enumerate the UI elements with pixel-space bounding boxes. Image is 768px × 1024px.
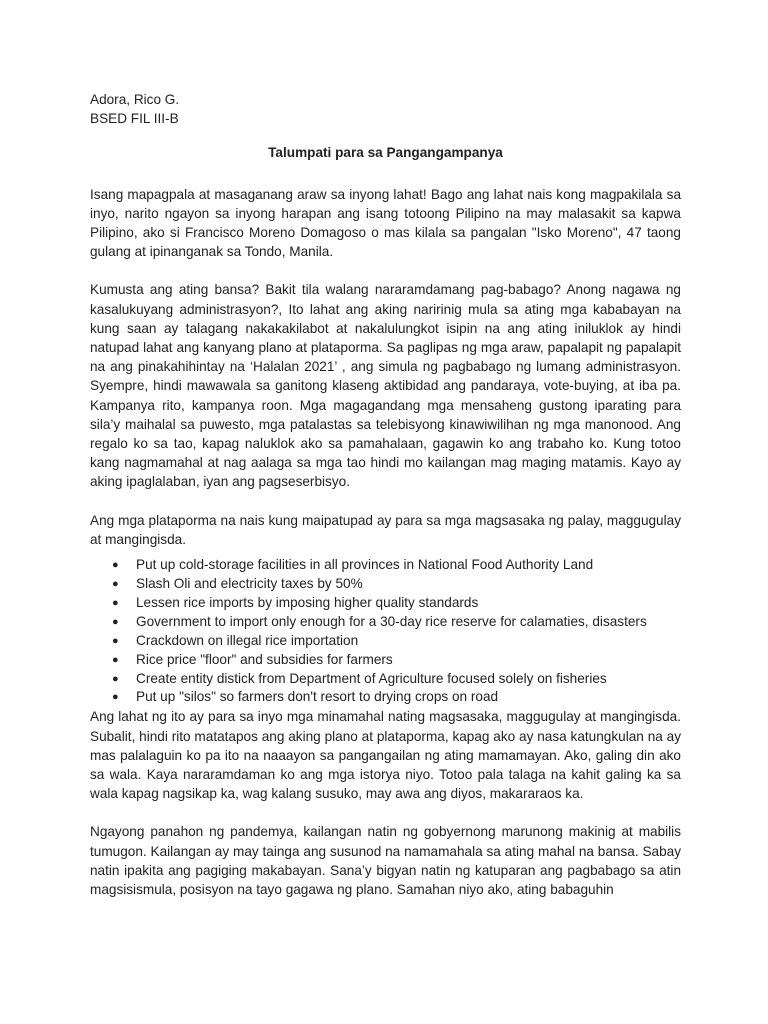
list-item-text: Put up cold-storage facilities in all provinces in National Food Authority Land [136,557,594,573]
author-name: Adora, Rico G. [90,92,180,107]
platform-list [90,556,681,707]
document-page [90,90,681,899]
bullet-icon: ● [112,596,119,609]
list-item-text: Put up "silos" so farmers don't resort to drying crops on road [136,689,499,705]
list-item [90,613,681,632]
list-item [90,670,681,689]
intro-paragraph: Isang mapagpala at masaganang araw sa inyong lahat! Bago ang lahat nais kong magpakilala sa inyo, narito ngayon sa inyong harapan ang isang totoong Pilipino na may malasakit sa kapwa Pilipino, ako si Francisco Moreno Domagoso o mas kilala sa pangalan "Isko Moreno", 47 taong gulang at ipinanganak sa Tondo, Manila. [90,186,681,260]
bullet-icon: ● [112,672,119,685]
pandemic-paragraph: Ngayong panahon ng pandemya, kailangan natin ng gobyernong marunong makinig at mabilis tumugon. Kailangan ay may tainga ang susunod na namamahala sa ating mahal na bansa. Sabay natin ipakita ang pagiging makabayan. Sana’y bigyan natin ng katuparan ang pagbabago sa atin magsisismula, posisyon na tayo gagawa ng plano. Samahan niyo ako, ating babaguhin [90,824,681,897]
list-item [90,632,681,651]
closing-paragraph: Ang lahat ng ito ay para sa inyo mga minamahal nating magsasaka, maggugulay at mangingisda. Subalit, hindi rito matatapos ang aking plano at plataporma, kapag ako ay nasa katungkulan na ay mas palalaguin ko pa ito na naaayon sa pangangailan ng ating mamamayan. Ako, galing din ako sa wala. Kaya nararamdaman ko ang mga istorya niyo. Totoo pala talaga na kahit galing ka sa wala kapag nagsikap ka, wag kalang susuko, may awa ang diyos, makararaos ka. [90,709,681,802]
document-title: Talumpati para sa Pangangampanya [268,145,503,161]
bullet-icon: ● [112,634,119,647]
list-item-text: Crackdown on illegal rice importation [136,632,359,648]
list-item [90,651,681,670]
bullet-icon: ● [112,653,119,666]
list-item-text: Government to import only enough for a 30-day rice reserve for calamaties, disasters [136,613,647,629]
list-item [90,575,681,594]
list-item-text: Slash Oli and electricity taxes by 50% [136,575,363,591]
context-paragraph: Kumusta ang ating bansa? Bakit tila walang nararamdamang pag-babago? Anong nagawa ng kasalukuyang administrasyon?, Ito lahat ang aking naririnig mula sa ating mga kababayan na kung saan ay talagang nakakakilabot at nakalulungkot isipin na ang ating iniluklok ay hindi natupad lahat ang kanyang plano at plataporma. Sa paglipas ng mga araw, papalapit ng papalapit na ang pinakahihintay na ‘Halalan 2021’ , ang simula ng pagbabago ng lumang administrasyon. Syempre, hindi mawawala sa ganitong klaseng aktibidad ang pandaraya, vote-buying, at iba pa. Kampanya rito, kampanya roon. Mga magagandang mga mensaheng gustong iparating para sila’y maihalal sa puwesto, mga patalastas sa telebisyong kinawiwilihan ng mga manonood. Ang regalo ko sa tao, kapag naluklok ako sa pamahalaan, gagawin ko ang trabaho ko. Kung totoo kang nagmamahal at nag aalaga sa mga tao hindi mo kailangan mag maging matamis. Kayo ay aking ipaglalaban, iyan ang pagseserbisyo. [90,282,681,490]
list-item-text: Create entity distick from Department of Agriculture focused solely on fisheries [136,670,607,686]
bullet-icon: ● [112,577,119,590]
bullet-icon: ● [112,691,119,704]
bullet-icon: ● [112,615,119,628]
author-course: BSED FIL III-B [90,111,179,127]
list-item [90,688,681,707]
bullet-icon: ● [112,559,119,572]
platform-intro-paragraph: Ang mga plataporma na nais kung maipatupad ay para sa mga magsasaka ng palay, maggugulay at mangingisda. [90,512,681,547]
list-item-text: Lessen rice imports by imposing higher quality standards [136,594,479,610]
list-item [90,556,681,575]
list-item-text: Rice price "floor" and subsidies for farmers [136,651,393,667]
list-item [90,594,681,613]
